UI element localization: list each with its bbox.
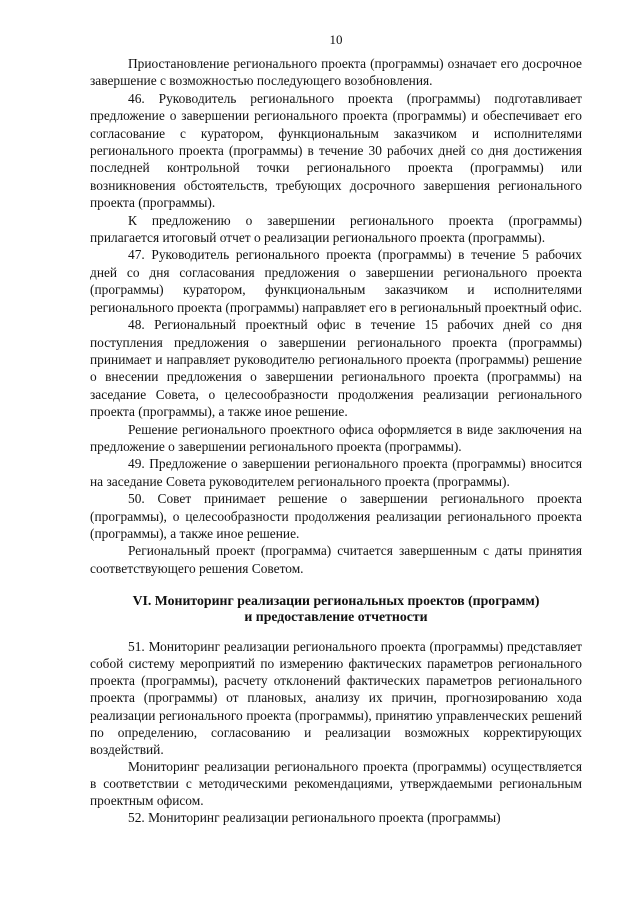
- section-heading-line-1: VI. Мониторинг реализации региональных проектов (программ): [132, 593, 540, 609]
- page-number: 10: [329, 32, 343, 47]
- paragraph-suspension: Приостановление регионального проекта (программы) означает его досрочное завершение с возможностью последующего возобновления.: [90, 56, 582, 89]
- paragraph-46: 46. Руководитель регионального проекта (программы) подготавливает предложение о завершении регионального проекта (программы) и обеспечивает его согласование с куратором, функциональным заказчиком и исполнителями регионального проекта (программы) в течение 30 рабочих дней со дня достижения последней контрольной точки регионального проекта (программы) или возникновения обстоятельств, требующих досрочного завершения регионального проекта (программы).: [90, 90, 582, 211]
- paragraph-final-report: К предложению о завершении регионального проекта (программы) прилагается итоговый отчет о реализации регионального проекта (программы).: [90, 212, 582, 246]
- paragraph-51: 51. Мониторинг реализации регионального проекта (программы) представляет собой систему мероприятий по измерению фактических параметров регионального проекта (программы), расчету отклонений фактических параметров регионального проекта (программы) от плановых, анализу их причин, прогнозированию хода реализации регионального проекта (программы), принятию управленческих решений по определению, согласованию и реализации возможных корректирующих воздействий.: [90, 639, 582, 757]
- paragraph-47: 47. Руководитель регионального проекта (программы) в течение 5 рабочих дней со дня согласования предложения о завершении регионального проекта (программы) куратором, функциональным заказчиком и исполнителями регионального проекта (программы) направляет его в региональный проектный офис.: [90, 247, 582, 315]
- section-heading-line-2: и предоставление отчетности: [244, 609, 428, 625]
- paragraph-52: 52. Мониторинг реализации регионального проекта (программы): [128, 810, 501, 826]
- section-heading: [90, 593, 582, 625]
- paragraph-48: 48. Региональный проектный офис в течение 15 рабочих дней со дня поступления предложения о завершении регионального проекта (программы) принимает и направляет руководителю регионального проекта (программы) решение о внесении предложения о завершении регионального проекта (программы) на заседание Совета, о целесообразности продолжения реализации регионального проекта (программы), а также иное решение.: [90, 317, 582, 420]
- paragraph-project-completed: Региональный проект (программа) считается завершенным с даты принятия соответствующего решения Советом.: [90, 543, 582, 576]
- paragraph-49: 49. Предложение о завершении регионального проекта (программы) вносится на заседание Совета руководителем регионального проекта (программы).: [90, 456, 582, 489]
- paragraph-50: 50. Совет принимает решение о завершении регионального проекта (программы), о целесообразности продолжения реализации регионального проекта (программы), а также иное решение.: [90, 491, 582, 541]
- paragraph-office-decision: Решение регионального проектного офиса оформляется в виде заключения на предложение о завершении регионального проекта (программы).: [90, 421, 582, 454]
- paragraph-monitoring-recommendations: Мониторинг реализации регионального проекта (программы) осуществляется в соответствии с методическими рекомендациями, утверждаемыми региональным проектным офисом.: [90, 758, 582, 809]
